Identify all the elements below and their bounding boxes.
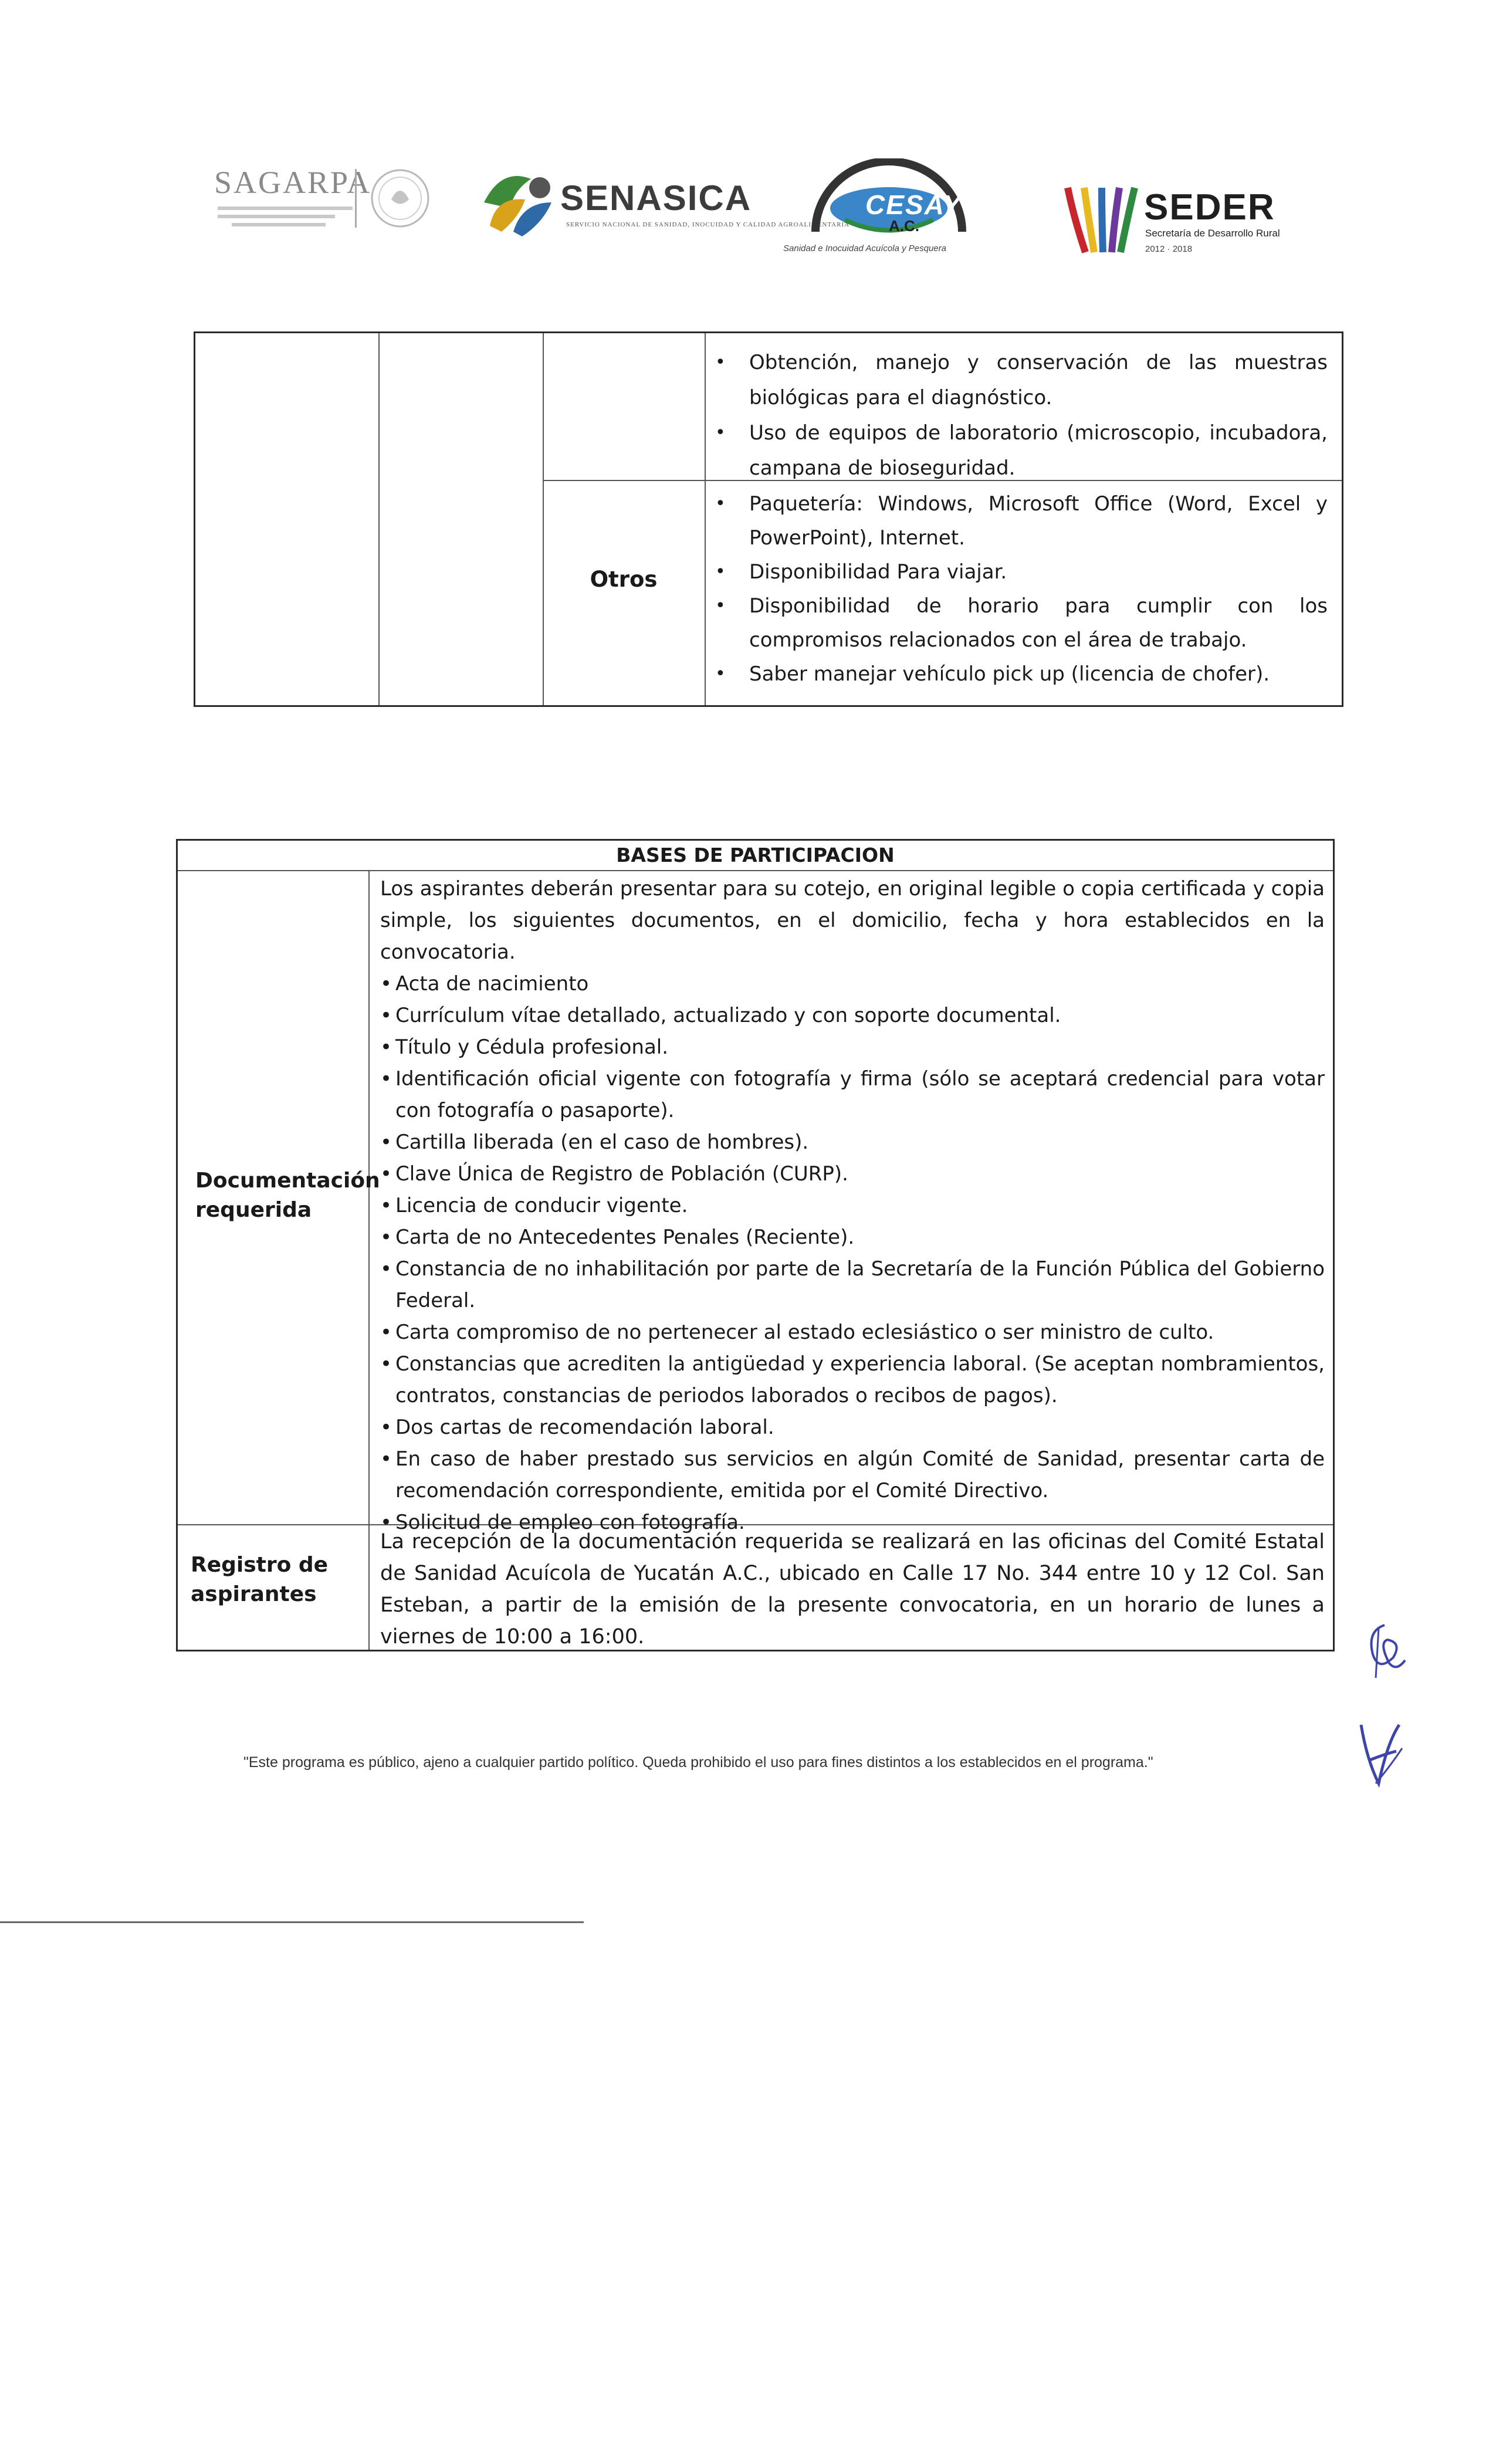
column-divider <box>705 333 706 705</box>
mexico-coat-of-arms-icon <box>368 164 432 232</box>
competencies-table <box>194 331 1343 707</box>
lab-skills-list <box>712 345 1328 486</box>
seder-emblem-icon <box>1062 182 1138 258</box>
list-item: • En caso de haber prestado sus servicios en algún Comité de Sanidad, presentar carta de recomendación correspondiente, emitida por el Comité Directivo. <box>380 1443 1325 1507</box>
registro-text: La recepción de la documentación requerida se realizará en las oficinas del Comité Estatal de Sanidad Acuícola de Yucatán A.C., ubicado en Calle 17 No. 344 entre 10 y 12 Col. San Esteban, a partir de la emisión de la presente convocatoria, en un horario de lunes a viernes de 10:00 a 16:00. <box>380 1530 1325 1649</box>
list-item: • Carta compromiso de no pertenecer al estado eclesiástico o ser ministro de culto. <box>380 1316 1325 1348</box>
list-item: • Clave Única de Registro de Población (CURP). <box>380 1158 1325 1190</box>
list-item: • Cartilla liberada (en el caso de hombres). <box>380 1126 1325 1158</box>
row-divider <box>178 870 1333 871</box>
list-item: • Paquetería: Windows, Microsoft Office (Word, Excel y PowerPoint), Internet. <box>712 487 1328 555</box>
list-item: • Saber manejar vehículo pick up (licencia de chofer). <box>712 657 1328 691</box>
otros-list <box>712 487 1328 691</box>
list-item: • Constancia de no inhabilitación por parte de la Secretaría de la Función Pública del Gobierno Federal. <box>380 1253 1325 1316</box>
list-item: • Disponibilidad de horario para cumplir con los compromisos relacionados con el área de trabajo. <box>712 589 1328 657</box>
cesay-logo <box>783 158 1018 258</box>
list-item: • Disponibilidad Para viajar. <box>712 555 1328 589</box>
list-item: • Título y Cédula profesional. <box>380 1031 1325 1063</box>
column-divider <box>378 333 380 705</box>
list-item: • Solicitud de empleo con fotografía. <box>380 1507 1325 1538</box>
senasica-wordmark: SENASICA <box>560 178 752 218</box>
seder-years: 2012 · 2018 <box>1145 244 1193 254</box>
seder-logo <box>1062 182 1308 258</box>
bottom-rule <box>0 1921 584 1923</box>
list-item: • Dos cartas de recomendación laboral. <box>380 1412 1325 1443</box>
list-item: • Obtención, manejo y conservación de las muestras biológicas para el diagnóstico. <box>712 345 1328 415</box>
list-item: • Acta de nacimiento <box>380 968 1325 1000</box>
list-item: • Currículum vítae detallado, actualizado y con soporte documental. <box>380 1000 1325 1031</box>
divider-line <box>355 169 357 228</box>
seder-subtitle: Secretaría de Desarrollo Rural <box>1145 228 1280 239</box>
bases-participacion-table <box>176 839 1335 1651</box>
cesay-wordmark: CESAY <box>865 189 963 220</box>
documentacion-intro: Los aspirantes deberán presentar para su cotejo, en original legible o copia certificada y copia simple, los siguientes documentos, en el domicilio, fecha y hora establecidos en la convocatoria. <box>380 877 1325 964</box>
column-divider <box>543 333 544 705</box>
list-item: • Constancias que acrediten la antigüedad y experiencia laboral. (Se aceptan nombramientos, contratos, constancias de periodos laborados o recibos de pagos). <box>380 1348 1325 1412</box>
otros-label: Otros <box>590 567 658 592</box>
sagarpa-wordmark: SAGARPA <box>214 165 372 200</box>
footer-disclaimer: "Este programa es público, ajeno a cualquier partido político. Queda prohibido el uso para fines distintos a los establecidos en el programa." <box>243 1754 1153 1771</box>
cesay-ac-label: A.C. <box>889 217 919 235</box>
list-item: • Carta de no Antecedentes Penales (Reciente). <box>380 1221 1325 1253</box>
documentacion-label: Documentación requerida <box>195 1169 380 1222</box>
senasica-emblem-icon <box>478 167 560 241</box>
list-item: • Licencia de conducir vigente. <box>380 1190 1325 1221</box>
sagarpa-logo <box>214 164 443 235</box>
list-item: • Identificación oficial vigente con fotografía y firma (sólo se aceptará credencial para votar con fotografía o pasaporte). <box>380 1063 1325 1126</box>
list-item: • Uso de equipos de laboratorio (microscopio, incubadora, campana de bioseguridad. <box>712 415 1328 486</box>
column-divider <box>368 870 370 1650</box>
senasica-logo <box>478 167 850 243</box>
documentacion-list <box>380 968 1325 1538</box>
seder-wordmark: SEDER <box>1144 187 1275 228</box>
otros-cell <box>712 487 1328 691</box>
senasica-subtitle: SERVICIO NACIONAL DE SANIDAD, INOCUIDAD Y CALIDAD AGROALIMENTARIA <box>566 221 850 228</box>
cesay-subtitle: Sanidad e Inocuidad Acuícola y Pesquera <box>783 243 946 253</box>
sagarpa-subtitle-line <box>232 223 326 226</box>
sagarpa-subtitle-line <box>218 207 353 210</box>
lab-skills-cell <box>712 345 1328 486</box>
sagarpa-subtitle-line <box>218 215 335 218</box>
table-title: BASES DE PARTICIPACION <box>616 844 895 867</box>
documentacion-cell <box>380 873 1325 1538</box>
signature-marks <box>1343 1607 1431 1801</box>
registro-label: Registro de aspirantes <box>191 1553 329 1606</box>
